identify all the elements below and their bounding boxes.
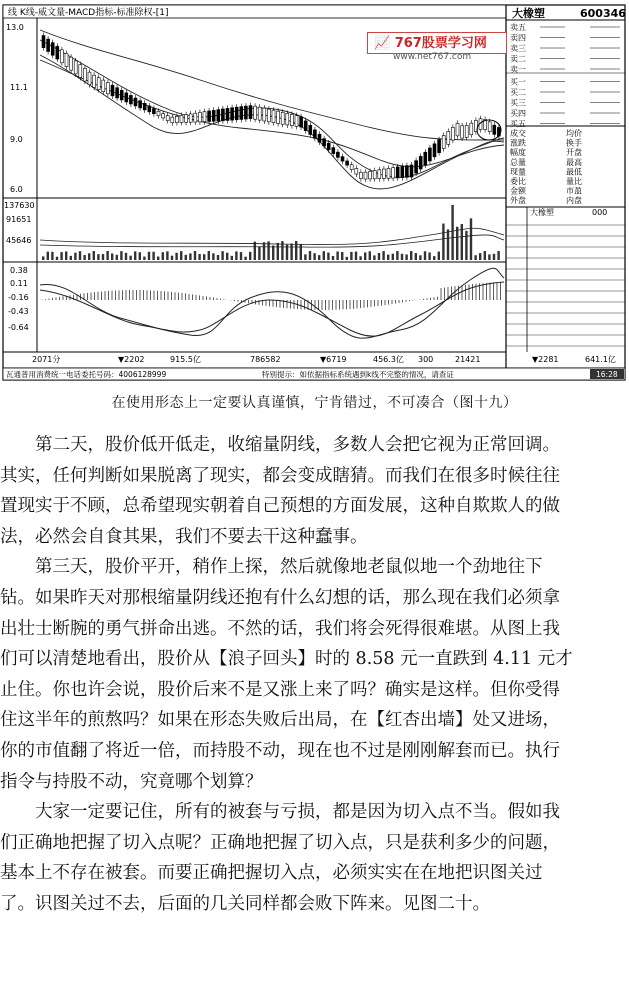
volume-bar bbox=[313, 253, 315, 260]
stock-chart-figure bbox=[0, 0, 629, 388]
candle-body bbox=[249, 106, 252, 119]
candle-body bbox=[180, 116, 183, 123]
volume-bar bbox=[111, 253, 113, 260]
volume-bar bbox=[226, 253, 228, 260]
volume-bar bbox=[162, 252, 164, 260]
candle-body bbox=[97, 78, 100, 90]
volume-bar bbox=[456, 227, 458, 260]
svg-text:2071分: 2071分 bbox=[32, 355, 61, 364]
volume-bar bbox=[272, 246, 274, 260]
quote-label: 最高 bbox=[566, 157, 582, 167]
volume-bar bbox=[79, 251, 81, 260]
candle-body bbox=[373, 171, 376, 179]
candle-body bbox=[355, 169, 358, 175]
candle-body bbox=[451, 127, 454, 140]
volume-bar bbox=[180, 251, 182, 260]
volume-bar bbox=[120, 251, 122, 260]
macd-tick: -0.16 bbox=[8, 293, 29, 302]
candle-body bbox=[175, 116, 178, 122]
quote-label: 量比 bbox=[566, 177, 582, 186]
svg-text:456.3亿: 456.3亿 bbox=[373, 355, 404, 364]
candle-body bbox=[346, 161, 349, 165]
volume-bar bbox=[479, 253, 481, 260]
candle-body bbox=[65, 54, 68, 67]
candle-body bbox=[387, 168, 390, 178]
svg-text:▼2281: ▼2281 bbox=[532, 355, 559, 364]
quote-label: 均价 bbox=[566, 129, 582, 138]
volume-bar bbox=[364, 252, 366, 260]
candle-body bbox=[88, 72, 91, 84]
order-book-label: 卖四 bbox=[510, 33, 526, 43]
quote-label: 外盘 bbox=[510, 196, 526, 206]
quote-label: 开盘 bbox=[566, 148, 582, 158]
volume-bar bbox=[212, 253, 214, 260]
volume-bar bbox=[387, 255, 389, 260]
candle-body bbox=[465, 125, 468, 137]
volume-bar bbox=[134, 251, 136, 260]
candle-body bbox=[364, 172, 367, 179]
volume-bar bbox=[185, 255, 187, 260]
candle-body bbox=[185, 115, 188, 123]
volume-bar bbox=[70, 256, 72, 260]
price-tick: 13.0 bbox=[6, 23, 24, 32]
volume-bar bbox=[249, 252, 251, 260]
tick-panel-title: 大橡塑 bbox=[530, 208, 554, 217]
candle-body bbox=[336, 152, 339, 157]
volume-bar bbox=[401, 254, 403, 260]
candle-body bbox=[143, 103, 146, 110]
volume-bar bbox=[157, 257, 159, 260]
order-book-label: 买一 bbox=[510, 77, 526, 87]
candle-body bbox=[401, 166, 404, 177]
svg-text:300: 300 bbox=[418, 355, 434, 364]
volume-bar bbox=[217, 255, 219, 260]
volume-bar bbox=[470, 218, 472, 260]
order-book-label: 买四 bbox=[510, 109, 526, 118]
candle-body bbox=[134, 98, 137, 106]
candle-body bbox=[235, 107, 238, 120]
stock-name: 大橡塑 bbox=[512, 7, 545, 20]
volume-bar bbox=[484, 251, 486, 260]
volume-bar bbox=[323, 251, 325, 260]
volume-bar bbox=[244, 257, 246, 260]
volume-bar bbox=[83, 255, 85, 260]
volume-bar bbox=[382, 251, 384, 260]
volume-bar bbox=[290, 244, 292, 260]
paragraph-line: 其实，任何判断如果脱离了现实，都会变成瞎猜。而我们在很多时候往往 bbox=[0, 465, 560, 486]
paragraph-line: 出壮士断腕的勇气拼命出逃。不然的话，我们将会死得很难堪。从图上我 bbox=[0, 618, 560, 639]
volume-bar bbox=[175, 253, 177, 260]
svg-text:915.5亿: 915.5亿 bbox=[170, 355, 201, 364]
candle-body bbox=[470, 123, 473, 135]
candle-body bbox=[208, 111, 211, 121]
candle-body bbox=[93, 75, 96, 87]
volume-bar bbox=[378, 253, 380, 260]
volume-bar bbox=[102, 254, 104, 260]
paragraph-line: 你的市值翻了将近一倍，而持股不动，现在也不过是刚刚解套而已。执行 bbox=[0, 740, 560, 761]
candle-body bbox=[419, 156, 422, 169]
candle-body bbox=[157, 111, 160, 116]
candle-body bbox=[111, 85, 114, 96]
candle-body bbox=[415, 161, 418, 173]
volume-bar bbox=[451, 205, 453, 260]
candle-body bbox=[428, 148, 431, 161]
volume-bar bbox=[65, 251, 67, 260]
paragraph-line: 指令与持股不动，究竟哪个划算？ bbox=[0, 771, 263, 792]
candle-body bbox=[60, 50, 63, 63]
volume-bar bbox=[129, 256, 131, 260]
volume-bar bbox=[336, 251, 338, 260]
candle-body bbox=[74, 61, 77, 74]
volume-bar bbox=[405, 254, 407, 260]
paragraph-line: 钻。如果昨天对那根缩量阴线还抱有什么幻想的话，那么现在我们必须拿 bbox=[0, 587, 560, 608]
volume-bar bbox=[198, 254, 200, 260]
svg-text:▼6719: ▼6719 bbox=[320, 355, 347, 364]
paragraph-line: 置现实于不顾，总希望现实朝着自己预想的方面发展，这种自欺欺人的做 bbox=[0, 496, 560, 517]
volume-bar bbox=[93, 251, 95, 260]
svg-text:21421: 21421 bbox=[455, 355, 481, 364]
volume-bar bbox=[465, 231, 467, 260]
price-tick: 6.0 bbox=[10, 185, 23, 194]
quote-label: 委比 bbox=[510, 177, 526, 186]
volume-bar bbox=[392, 254, 394, 260]
candle-body bbox=[350, 165, 353, 170]
candle-body bbox=[267, 109, 270, 122]
volume-bar bbox=[350, 252, 352, 260]
candle-body bbox=[166, 116, 169, 121]
volume-bar bbox=[341, 252, 343, 260]
volume-bar bbox=[415, 253, 417, 260]
paragraph-line: 们正确地把握了切入点呢？正确地把握了切入点，只是获利多少的问题， bbox=[0, 832, 560, 853]
candle-body bbox=[438, 140, 441, 153]
volume-bar bbox=[433, 256, 435, 260]
candle-body bbox=[102, 80, 105, 92]
volume-bar bbox=[74, 253, 76, 260]
article-body bbox=[0, 430, 625, 920]
chart-header-title: 线 K线-威文量-MACD指标-标准除权-[1] bbox=[8, 8, 169, 18]
order-book-label: 买三 bbox=[510, 98, 526, 108]
macd-tick: -0.43 bbox=[8, 307, 29, 316]
candle-body bbox=[277, 111, 280, 123]
candle-body bbox=[447, 131, 450, 144]
candle-body bbox=[47, 39, 50, 51]
volume-bar bbox=[304, 254, 306, 260]
paragraph-line: 第三天，股价平开，稍作上探，然后就像地老鼠似地一个劲地往下 bbox=[35, 557, 543, 578]
volume-bar bbox=[355, 252, 357, 260]
volume-bar bbox=[235, 251, 237, 260]
volume-bar bbox=[318, 255, 320, 260]
candle-body bbox=[258, 107, 261, 120]
order-book-label: 卖三 bbox=[510, 44, 526, 53]
volume-bar bbox=[493, 254, 495, 260]
paragraph-line: 第二天，股价低开低走，收缩量阴线，多数人会把它视为正常回调。 bbox=[35, 435, 560, 455]
candle-body bbox=[244, 106, 247, 119]
volume-bar bbox=[396, 251, 398, 260]
candle-body bbox=[79, 65, 82, 78]
volume-bar bbox=[346, 257, 348, 260]
watermark-logo: 📈 767股票学习网 bbox=[367, 32, 507, 54]
volume-bar bbox=[254, 242, 256, 260]
macd-tick: -0.64 bbox=[8, 323, 29, 332]
candle-body bbox=[198, 112, 201, 121]
volume-bar bbox=[240, 252, 242, 260]
volume-bar bbox=[148, 252, 150, 260]
candle-body bbox=[212, 110, 215, 121]
volume-bar bbox=[373, 255, 375, 260]
volume-bar bbox=[428, 252, 430, 260]
quote-label: 涨跌 bbox=[510, 138, 526, 148]
candle-body bbox=[152, 109, 155, 114]
candle-body bbox=[442, 136, 445, 149]
candle-body bbox=[410, 165, 413, 177]
tick-panel-value: 000 bbox=[592, 208, 608, 217]
volume-bar bbox=[424, 251, 426, 260]
quote-label: 换手 bbox=[566, 138, 582, 148]
quote-label: 幅度 bbox=[510, 148, 526, 158]
candle-body bbox=[359, 172, 362, 178]
order-book-label: 卖二 bbox=[510, 54, 526, 64]
candle-body bbox=[221, 109, 224, 121]
volume-bar bbox=[152, 252, 154, 260]
order-book-label: 买二 bbox=[510, 88, 526, 97]
volume-bar bbox=[56, 257, 58, 260]
candle-body bbox=[433, 144, 436, 157]
candle-body bbox=[369, 171, 372, 179]
candle-body bbox=[327, 143, 330, 150]
order-book-label: 买五 bbox=[510, 119, 526, 129]
volume-bar bbox=[189, 253, 191, 260]
candle-body bbox=[106, 83, 109, 94]
candle-body bbox=[378, 170, 381, 179]
volume-bar bbox=[258, 246, 260, 260]
volume-bar bbox=[277, 243, 279, 260]
candle-body bbox=[313, 130, 316, 139]
paragraph-line: 们可以清楚地看出，股价从【浪子回头】时的 8.58 元一直跌到 4.11 元才 bbox=[0, 649, 573, 670]
quote-label: 成交 bbox=[510, 129, 526, 138]
paragraph-line: 基本上不存在被套。而要正确把握切入点，必须实实在在地把识图关过 bbox=[0, 863, 543, 884]
candle-body bbox=[392, 168, 395, 178]
chart-frame bbox=[3, 5, 625, 380]
watermark-url: www.net767.com bbox=[393, 52, 472, 62]
volume-bar bbox=[51, 252, 53, 260]
candle-body bbox=[281, 112, 284, 124]
volume-bar bbox=[139, 252, 141, 260]
candle-body bbox=[171, 117, 174, 123]
candle-body bbox=[456, 123, 459, 136]
candle-body bbox=[304, 121, 307, 131]
volume-bar bbox=[327, 253, 329, 260]
stock-code: 600346 bbox=[580, 7, 626, 20]
candle-body bbox=[70, 57, 73, 70]
candle-body bbox=[323, 139, 326, 146]
candle-body bbox=[318, 134, 321, 142]
volume-bar bbox=[106, 251, 108, 260]
volume-bar bbox=[369, 251, 371, 260]
volume-bar bbox=[221, 251, 223, 260]
volume-bar bbox=[208, 251, 210, 260]
volume-bar bbox=[125, 253, 127, 260]
candle-body bbox=[424, 152, 427, 165]
paragraph-line: 了。识图关过不去，后面的几关同样都会败下阵来。见图二十。 bbox=[0, 893, 490, 914]
order-book-label: 卖一 bbox=[510, 65, 526, 74]
svg-text:641.1亿: 641.1亿 bbox=[585, 355, 616, 364]
paragraph-line: 法，必然会自食其果，我们不要去干这种蠢事。 bbox=[0, 526, 368, 547]
order-book-label: 卖五 bbox=[510, 23, 526, 32]
candle-body bbox=[396, 167, 399, 178]
candle-body bbox=[51, 43, 54, 56]
volume-bar bbox=[419, 255, 421, 260]
candle-body bbox=[295, 116, 298, 127]
volume-bar bbox=[263, 242, 265, 260]
volume-bar bbox=[309, 251, 311, 260]
volume-bar bbox=[438, 252, 440, 260]
candle-body bbox=[120, 90, 123, 100]
macd-tick: 0.38 bbox=[10, 266, 28, 275]
candle-body bbox=[139, 101, 142, 108]
candle-body bbox=[309, 125, 312, 134]
volume-bar bbox=[300, 244, 302, 260]
candle-body bbox=[300, 117, 303, 127]
candle-body bbox=[226, 108, 229, 120]
volume-bar bbox=[410, 251, 412, 260]
svg-text:▼2202: ▼2202 bbox=[118, 355, 145, 364]
volume-bar bbox=[295, 241, 297, 260]
candle-body bbox=[162, 114, 165, 118]
quote-label: 总量 bbox=[510, 157, 526, 167]
candle-body bbox=[83, 68, 86, 81]
candle-body bbox=[341, 157, 344, 162]
candle-body bbox=[332, 148, 335, 154]
volume-tick: 137630 bbox=[4, 201, 35, 210]
candle-body bbox=[194, 113, 197, 122]
candle-body bbox=[263, 108, 266, 121]
footer-time: 16:28 bbox=[596, 370, 618, 379]
candle-body bbox=[125, 93, 128, 102]
candle-body bbox=[254, 106, 257, 119]
volume-bar bbox=[497, 251, 499, 260]
footer-right: 特别提示：如依据指标系统遇到k线不完整的情况，请查证 bbox=[262, 370, 454, 379]
candle-body bbox=[240, 107, 243, 120]
volume-bar bbox=[60, 252, 62, 260]
volume-bar bbox=[88, 253, 90, 260]
volume-bar bbox=[42, 256, 44, 260]
volume-bar bbox=[143, 257, 145, 260]
volume-bar bbox=[47, 252, 49, 260]
quote-label: 现量 bbox=[510, 167, 526, 177]
candle-body bbox=[488, 122, 491, 132]
volume-bar bbox=[116, 255, 118, 260]
quote-label: 最低 bbox=[566, 167, 582, 177]
candle-body bbox=[189, 114, 192, 122]
candle-body bbox=[129, 95, 132, 104]
volume-bar bbox=[332, 256, 334, 260]
volume-bar bbox=[203, 254, 205, 260]
volume-bar bbox=[488, 254, 490, 260]
candle-body bbox=[272, 110, 275, 123]
volume-bar bbox=[442, 224, 444, 260]
quote-label: 内盘 bbox=[566, 196, 582, 206]
volume-bar bbox=[194, 251, 196, 260]
paragraph-line: 止住。你也许会说，股价后来不是又涨上来了吗？确实是这样。但你受得 bbox=[0, 679, 560, 700]
volume-bar bbox=[97, 254, 99, 260]
candle-body bbox=[217, 110, 220, 121]
volume-bar bbox=[231, 256, 233, 260]
candle-body bbox=[493, 125, 496, 134]
candle-body bbox=[290, 114, 293, 125]
macd-tick: 0.11 bbox=[10, 279, 28, 288]
candle-body bbox=[42, 36, 45, 48]
volume-tick: 45646 bbox=[6, 236, 32, 245]
price-tick: 9.0 bbox=[10, 135, 23, 144]
candle-body bbox=[231, 108, 234, 120]
svg-text:786582: 786582 bbox=[250, 355, 281, 364]
volume-bar bbox=[166, 251, 168, 260]
candle-body bbox=[56, 46, 59, 59]
candle-body bbox=[148, 106, 151, 112]
candle-body bbox=[116, 88, 119, 98]
candle-body bbox=[203, 112, 206, 122]
candle-body bbox=[405, 166, 408, 178]
price-tick: 11.1 bbox=[10, 83, 28, 92]
candle-body bbox=[461, 126, 464, 138]
volume-bar bbox=[447, 229, 449, 260]
figure-caption: 在使用形态上一定要认真谨慎，宁肯错过，不可凑合（图十九） bbox=[111, 395, 518, 411]
volume-bar bbox=[171, 256, 173, 260]
quote-label: 金额 bbox=[510, 186, 526, 196]
volume-bar bbox=[474, 255, 476, 260]
candle-body bbox=[286, 113, 289, 125]
footer-left: 瓦通普用消费统一电话委托号码：4006128999 bbox=[6, 370, 167, 379]
volume-tick: 91651 bbox=[6, 215, 32, 224]
paragraph-line: 住这半年的煎熬吗？如果在形态失败后出局，在【红杏出墙】处又进场， bbox=[0, 710, 560, 731]
candle-body bbox=[382, 169, 385, 178]
quote-label: 市盈 bbox=[566, 186, 582, 196]
volume-bar bbox=[359, 256, 361, 260]
paragraph-line: 大家一定要记住，所有的被套与亏损，都是因为切入点不当。假如我 bbox=[35, 802, 560, 823]
